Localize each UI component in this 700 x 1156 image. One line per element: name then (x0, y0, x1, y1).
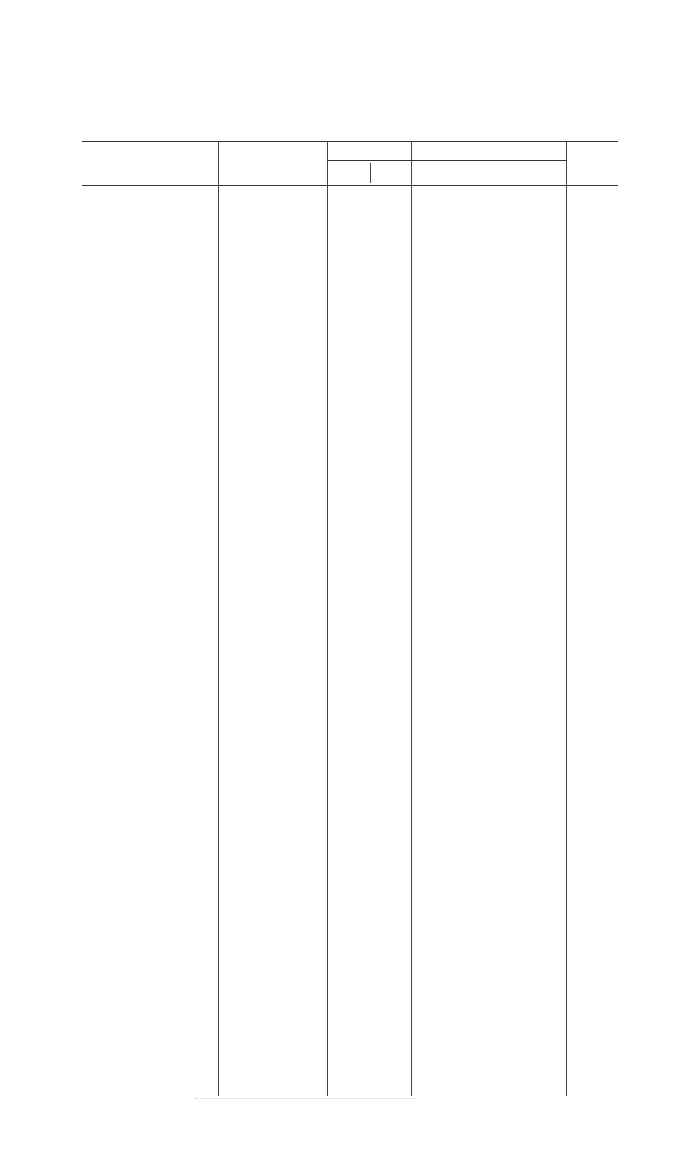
header-bottom-rule (82, 185, 618, 186)
divider-hours-wages (411, 141, 412, 1096)
divider-wages-years (566, 141, 567, 1096)
divider-trade-district (218, 141, 219, 1096)
table-top-rule (82, 141, 618, 142)
hours-from-to-divider (370, 163, 371, 183)
divider-district-hours (327, 141, 328, 1096)
wages-subrule (411, 160, 566, 161)
footer-rule (195, 1098, 415, 1099)
hours-subrule (327, 160, 411, 161)
